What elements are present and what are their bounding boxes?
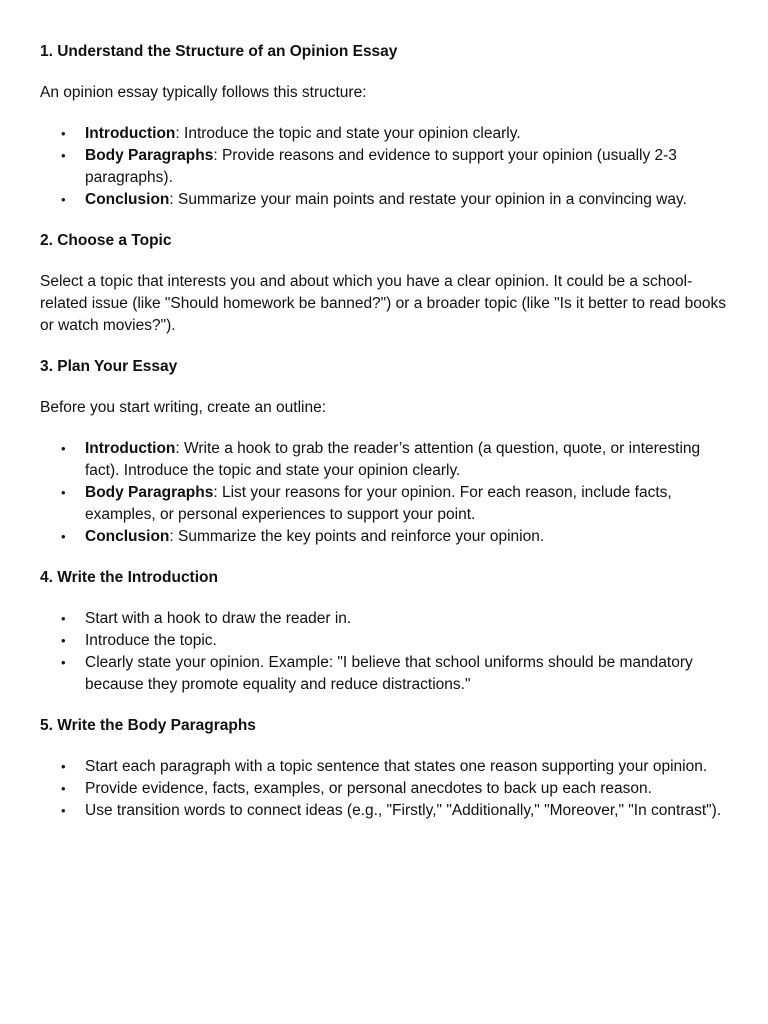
bullet-icon: • xyxy=(61,611,66,626)
bullet-list xyxy=(40,608,730,696)
bullet-text: Start each paragraph with a topic sentence that states one reason supporting your opinion. xyxy=(85,758,708,775)
document-page xyxy=(40,41,730,841)
section-heading: 1. Understand the Structure of an Opinion Essay xyxy=(40,43,398,60)
bullet-term: Introduction xyxy=(85,440,176,457)
section-body-paragraphs xyxy=(40,715,730,822)
bullet-text: : Summarize your main points and restate your opinion in a convincing way. xyxy=(169,191,687,208)
section-introduction xyxy=(40,567,730,696)
list-item xyxy=(40,652,730,696)
bullet-text: : Provide reasons and evidence to support your opinion (usually 2-3 paragraphs). xyxy=(85,147,677,186)
bullet-term: Conclusion xyxy=(85,191,170,208)
bullet-text: Use transition words to connect ideas (e.g., "Firstly," "Additionally," "Moreover," "In contrast"). xyxy=(85,802,722,819)
list-item xyxy=(40,189,730,211)
section-heading: 3. Plan Your Essay xyxy=(40,358,178,375)
bullet-icon: • xyxy=(61,781,66,796)
section-plan xyxy=(40,356,730,548)
bullet-icon: • xyxy=(61,126,66,141)
bullet-term: Introduction xyxy=(85,125,176,142)
list-item xyxy=(40,526,730,548)
bullet-icon: • xyxy=(61,485,66,500)
section-intro: Select a topic that interests you and about which you have a clear opinion. It could be a school-related issue (like "Should homework be banned?") or a broader topic (like "Is it better to read books or watch movies?"). xyxy=(40,273,726,334)
section-choose-topic xyxy=(40,230,730,337)
bullet-text: : List your reasons for your opinion. For each reason, include facts, examples, or personal experiences to support your point. xyxy=(85,484,672,523)
list-item xyxy=(40,608,730,630)
bullet-text: Introduce the topic. xyxy=(85,632,217,649)
bullet-list xyxy=(40,756,730,822)
section-heading: 2. Choose a Topic xyxy=(40,232,172,249)
bullet-icon: • xyxy=(61,633,66,648)
list-item xyxy=(40,438,730,482)
bullet-text: : Introduce the topic and state your opinion clearly. xyxy=(175,125,521,142)
list-item xyxy=(40,123,730,145)
bullet-term: Body Paragraphs xyxy=(85,147,214,164)
bullet-text: Start with a hook to draw the reader in. xyxy=(85,610,352,627)
list-item xyxy=(40,778,730,800)
section-structure xyxy=(40,41,730,211)
list-item xyxy=(40,800,730,822)
list-item xyxy=(40,145,730,189)
bullet-icon: • xyxy=(61,441,66,456)
bullet-list xyxy=(40,123,730,211)
section-heading: 4. Write the Introduction xyxy=(40,569,218,586)
bullet-text: Clearly state your opinion. Example: "I believe that school uniforms should be mandatory because they promote equality and reduce distractions." xyxy=(85,654,693,693)
list-item xyxy=(40,756,730,778)
list-item xyxy=(40,630,730,652)
list-item xyxy=(40,482,730,526)
bullet-text: Provide evidence, facts, examples, or personal anecdotes to back up each reason. xyxy=(85,780,652,797)
bullet-icon: • xyxy=(61,759,66,774)
bullet-icon: • xyxy=(61,192,66,207)
bullet-icon: • xyxy=(61,655,66,670)
bullet-icon: • xyxy=(61,148,66,163)
section-heading: 5. Write the Body Paragraphs xyxy=(40,717,256,734)
bullet-term: Conclusion xyxy=(85,528,170,545)
bullet-icon: • xyxy=(61,803,66,818)
bullet-text: : Write a hook to grab the reader’s attention (a question, quote, or interesting fact). Introduce the topic and state your opinion clearly. xyxy=(85,440,701,479)
bullet-term: Body Paragraphs xyxy=(85,484,214,501)
bullet-text: : Summarize the key points and reinforce your opinion. xyxy=(169,528,545,545)
bullet-icon: • xyxy=(61,529,66,544)
section-intro: Before you start writing, create an outline: xyxy=(40,399,327,416)
section-intro: An opinion essay typically follows this structure: xyxy=(40,84,367,101)
bullet-list xyxy=(40,438,730,548)
